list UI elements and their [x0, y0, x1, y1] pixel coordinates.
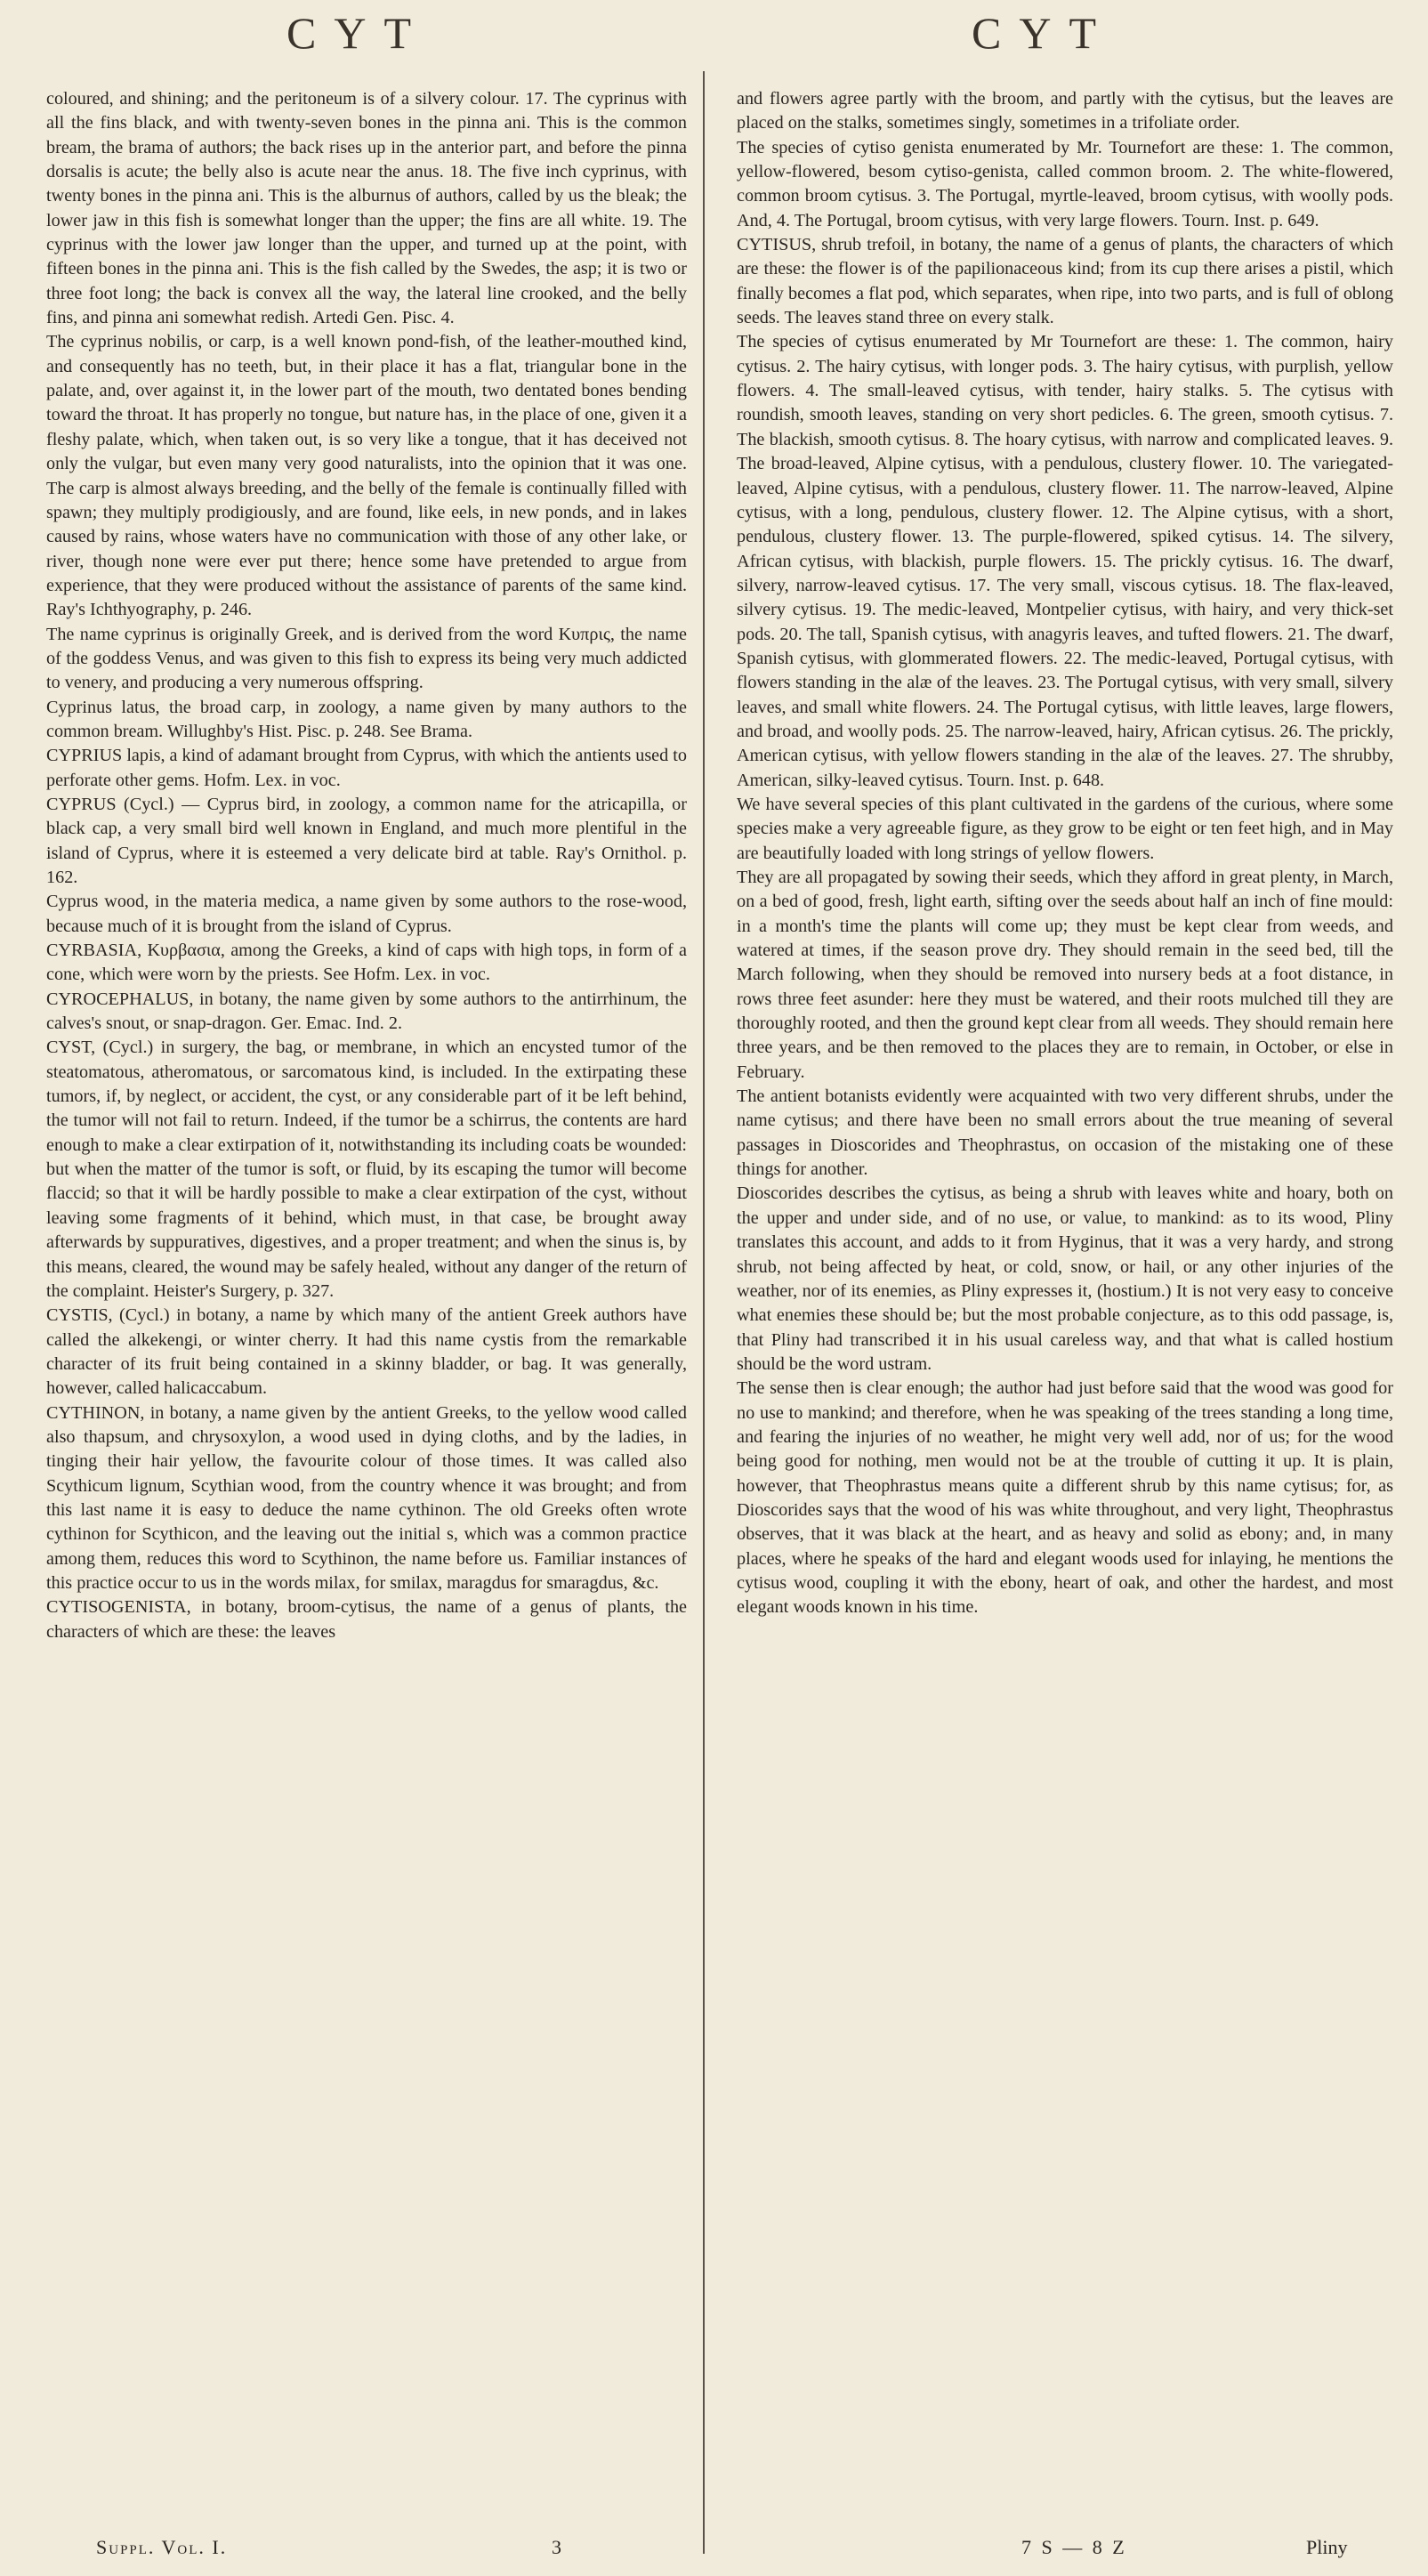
- dictionary-entry: Cyprinus latus, the broad carp, in zoology, a name given by many authors to the common bream. Willughby's Hist. Pisc. p. 248. See Brama.: [46, 697, 687, 741]
- running-head-right: CYT: [972, 8, 1114, 58]
- signature-mark: 7 S — 8 Z: [1021, 2536, 1127, 2558]
- dictionary-entry: CYSTIS, (Cycl.) in botany, a name by which many of the antient Greek authors have called the alkekengi, or winter cherry. It had this name cystis from the remarkable character of its fruit being contained in a skinny bladder, or bag. It was generally, however, called halicaccabum.: [46, 1305, 687, 1399]
- volume-label: Suppl. Vol. I.: [96, 2536, 228, 2558]
- dictionary-entry: CYTISOGENISTA, in botany, broom-cytisus, the name of a genus of plants, the characters of which are these: the leaves: [46, 1597, 687, 1642]
- catchword: Pliny: [1306, 2536, 1348, 2558]
- running-head-left: CYT: [286, 8, 429, 58]
- paragraph: We have several species of this plant cultivated in the gardens of the curious, where some species make a very agreeable figure, as they grow to be eight or ten feet high, and in May are beautifully loaded with long strings of yellow flowers.: [737, 794, 1393, 863]
- paragraph: coloured, and shining; and the peritoneum is of a silvery colour. 17. The cyprinus with all the fins black, and with twenty-seven bones in the pinna ani. This is the common bream, the brama of authors; the back rises up in the anterior part, and before the pinna dorsalis is acute; the belly also is acute near the anus. 18. The five inch cyprinus, with twenty bones in the pinna ani. This is the alburnus of authors, called by us the bleak; the lower jaw in this fish is somewhat longer than the upper; the fins are all white. 19. The cyprinus with the lower jaw longer than the upper, and turned up at the point, with fifteen bones in the pinna ani. This is the fish called by the Swedes, the asp; it is two or three foot long; the back is convex all the way, the lateral line crooked, and the belly fins, and pinna ani somewhat redish. Artedi Gen. Pisc. 4.: [46, 89, 687, 328]
- column-divider: [703, 71, 705, 2554]
- paragraph: The antient botanists evidently were acquainted with two very different shrubs, under the name cytisus; and there have been no small errors about the true meaning of several passages in Dioscorides and Theophrastus, on occasion of the mistaking one of these things for another.: [737, 1086, 1393, 1180]
- paragraph: and flowers agree partly with the broom, and partly with the cytisus, but the leaves are placed on the stalks, sometimes singly, sometimes in a trifoliate order.: [737, 89, 1393, 133]
- right-column: [737, 87, 1393, 1620]
- paragraph: The cyprinus nobilis, or carp, is a well known pond-fish, of the leather-mouthed kind, and consequently has no teeth, but, in their place it has a flat, triangular bone in the palate, and, over against it, in the lower part of the mouth, two dentated bones bending toward the throat. It has properly no tongue, but nature has, in the place of one, given it a fleshy palate, which, when taken out, is so very like a tongue, that it has deceived not only the vulgar, but even many very good naturalists, into the opinion that it was one. The carp is almost always breeding, and the belly of the female is continually filled with spawn; they multiply prodigiously, and are found, like eels, in new ponds, and in lakes caused by rains, whose waters have no communication with those of any other lake, or river, though none were ever put there; hence some have pretended to argue from experience, that they were produced without the assistance of parents of the same kind. Ray's Ichthyography, p. 246.: [46, 332, 687, 620]
- dictionary-entry: CYTHINON, in botany, a name given by the antient Greeks, to the yellow wood called also thapsum, and chrysoxylon, a wood used in dying cloths, and by the ladies, in tinging their hair yellow, the favourite colour of those times. It was called also Scythicum lignum, Scythian wood, from the country whence it was brought; and from this last name it is easy to deduce the name cythinon. The old Greeks often wrote cythinon for Scythicon, and the leaving out the initial s, which was a common practice among them, reduces this word to Scythinon, the name before us. Familiar instances of this practice occur to us in the words milax, for smilax, maragdus for smaragdus, &c.: [46, 1402, 687, 1593]
- dictionary-entry: CYTISUS, shrub trefoil, in botany, the name of a genus of plants, the characters of which are these: the flower is of the papilionaceous kind; from its cup there arises a pistil, which finally becomes a flat pod, which separates, when ripe, into two parts, and is full of oblong seeds. The leaves stand three on every stalk.: [737, 235, 1393, 328]
- dictionary-entry: Cyprus wood, in the materia medica, a name given by some authors to the rose-wood, because much of it is brought from the island of Cyprus.: [46, 892, 687, 936]
- dictionary-entry: CYPRUS (Cycl.) — Cyprus bird, in zoology, a common name for the atricapilla, or black cap, a very small bird well known in England, and much more plentiful in the island of Cyprus, where it is esteemed a very delicate bird at table. Ray's Ornithol. p. 162.: [46, 794, 687, 887]
- left-column: [46, 87, 687, 1644]
- dictionary-entry: CYST, (Cycl.) in surgery, the bag, or membrane, in which an encysted tumor of the steatomatous, atheromatous, or sarcomatous kind, is included. In the extirpating these tumors, if, by neglect, or accident, the cyst, or any considerable part of it be left behind, the tumor will not fail to return. Indeed, if the tumor be a schirrus, the contents are hard enough to make a clear extirpation of it, notwithstanding its including coats be wounded: but when the matter of the tumor is soft, or fluid, by its escaping the tumor will become flaccid; so that it will be hardly possible to make a clear extirpation of the cyst, without leaving some fragments of it behind, which must, in that case, be brought away afterwards by suppuratives, digestives, and a proper treatment; and when the sinus is, by this means, cleared, the wound may be safely healed, without any danger of the return of the complaint. Heister's Surgery, p. 327.: [46, 1038, 687, 1301]
- paragraph: The species of cytisus enumerated by Mr Tournefort are these: 1. The common, hairy cytisus. 2. The hairy cytisus, with longer pods. 3. The hairy cytisus, with purplish, yellow flowers. 4. The small-leaved cytisus, with tender, hairy stalks. 5. The cytisus with roundish, smooth leaves, standing on very short pedicles. 6. The green, smooth cytisus. 7. The blackish, smooth cytisus. 8. The hoary cytisus, with narrow and complicated leaves. 9. The broad-leaved, Alpine cytisus, with a pendulous, clustery flower. 10. The variegated-leaved, Alpine cytisus, with a pendulous, clustery flower. 11. The narrow-leaved, Alpine cytisus, with a long, pendulous, clustery flower. 12. The Alpine cytisus, with a short, pendulous, clustery flower. 13. The purple-flowered, spiked cytisus. 14. The silvery, African cytisus, with blackish, purple flowers. 15. The prickly cytisus. 16. The dwarf, silvery, narrow-leaved cytisus. 17. The very small, viscous cytisus. 18. The flax-leaved, silvery cytisus. 19. The medic-leaved, Montpelier cytisus, with hairy, and very thick-set pods. 20. The tall, Spanish cytisus, with anagyris leaves, and tufted flowers. 21. The dwarf, Spanish cytisus, with glommerated flowers. 22. The medic-leaved, Portugal cytisus, with flowers standing in the alæ of the leaves. 23. The Portugal cytisus, with very small, silvery leaves, and small white flowers. 24. The Portugal cytisus, with little leaves, large flowers, and broad, and woolly pods. 25. The narrow-leaved, hairy, African cytisus. 26. The prickly, American cytisus, with yellow flowers standing in the alæ of the leaves. 27. The shrubby, American, silky-leaved cytisus. Tourn. Inst. p. 648.: [737, 332, 1393, 790]
- paragraph: The sense then is clear enough; the author had just before said that the wood was good for no use to mankind; and therefore, when he was speaking of the trees standing a long time, and fearing the injuries of no weather, he might very well add, nor of us; for the wood being good for nothing, men would not be at the trouble of cutting it up. It is plain, however, that Theophrastus means quite a different shrub by this name cytisus; for, as Dioscorides says that the wood of his was white throughout, and very light, Theophrastus observes, that it was black at the heart, and as heavy and solid as ebony; and, in many places, where he speaks of the hard and elegant woods used for inlaying, he mentions the cytisus wood, coupling it with the ebony, heart of oak, and other the hardest, and most elegant woods known in his time.: [737, 1378, 1393, 1618]
- page-number: 3: [552, 2536, 561, 2558]
- paragraph: They are all propagated by sowing their seeds, which they afford in great plenty, in March, on a bed of good, fresh, light earth, sifting over the seeds about half an inch of fine mould: in a month's time the plants will come up; they must be kept clear from weeds, and watered at times, if the season prove dry. They should remain in the seed bed, till the March following, when they should be removed into nursery beds at a foot distance, in rows three feet asunder: here they must be watered, and their roots mulched till they are thoroughly rooted, and then the ground kept clear from all weeds. They should remain here three years, and be then removed to the places they are to remain, in October, or else in February.: [737, 868, 1393, 1082]
- dictionary-entry: CYPRIUS lapis, a kind of adamant brought from Cyprus, with which the antients used to perforate other gems. Hofm. Lex. in voc.: [46, 746, 687, 790]
- paragraph: The name cyprinus is originally Greek, and is derived from the word Κυπρις, the name of the goddess Venus, and was given to this fish to express its being very much addicted to venery, and producing a very numerous offspring.: [46, 624, 687, 693]
- paragraph: Dioscorides describes the cytisus, as being a shrub with leaves white and hoary, both on the upper and under side, and of no use, or value, to mankind: as to its wood, Pliny translates this account, and adds to it from Hyginus, that it was a very hardy, and strong shrub, not being affected by heat, or cold, snow, or hail, or any other injuries of the weather, nor of its enemies, as Pliny expresses it, (hostium.) It is not very easy to conceive what enemies these should be; but the most probable conjecture, as to this odd passage, is, that Pliny had transcribed it in his usual careless way, and that what is called hostium should be the word ustram.: [737, 1183, 1393, 1374]
- dictionary-entry: CYRBASIA, Κυρβασια, among the Greeks, a kind of caps with high tops, in form of a cone, which were worn by the priests. See Hofm. Lex. in voc.: [46, 941, 687, 985]
- paragraph: The species of cytiso genista enumerated by Mr. Tournefort are these: 1. The common, yellow-flowered, besom cytiso-genista, called common broom. 2. The white-flowered, common broom cytisus. 3. The Portugal, myrtle-leaved, broom cytisus, with woolly pods. And, 4. The Portugal, broom cytisus, with very large flowers. Tourn. Inst. p. 649.: [737, 137, 1393, 230]
- dictionary-entry: CYROCEPHALUS, in botany, the name given by some authors to the antirrhinum, the calves's snout, or snap-dragon. Ger. Emac. Ind. 2.: [46, 989, 687, 1034]
